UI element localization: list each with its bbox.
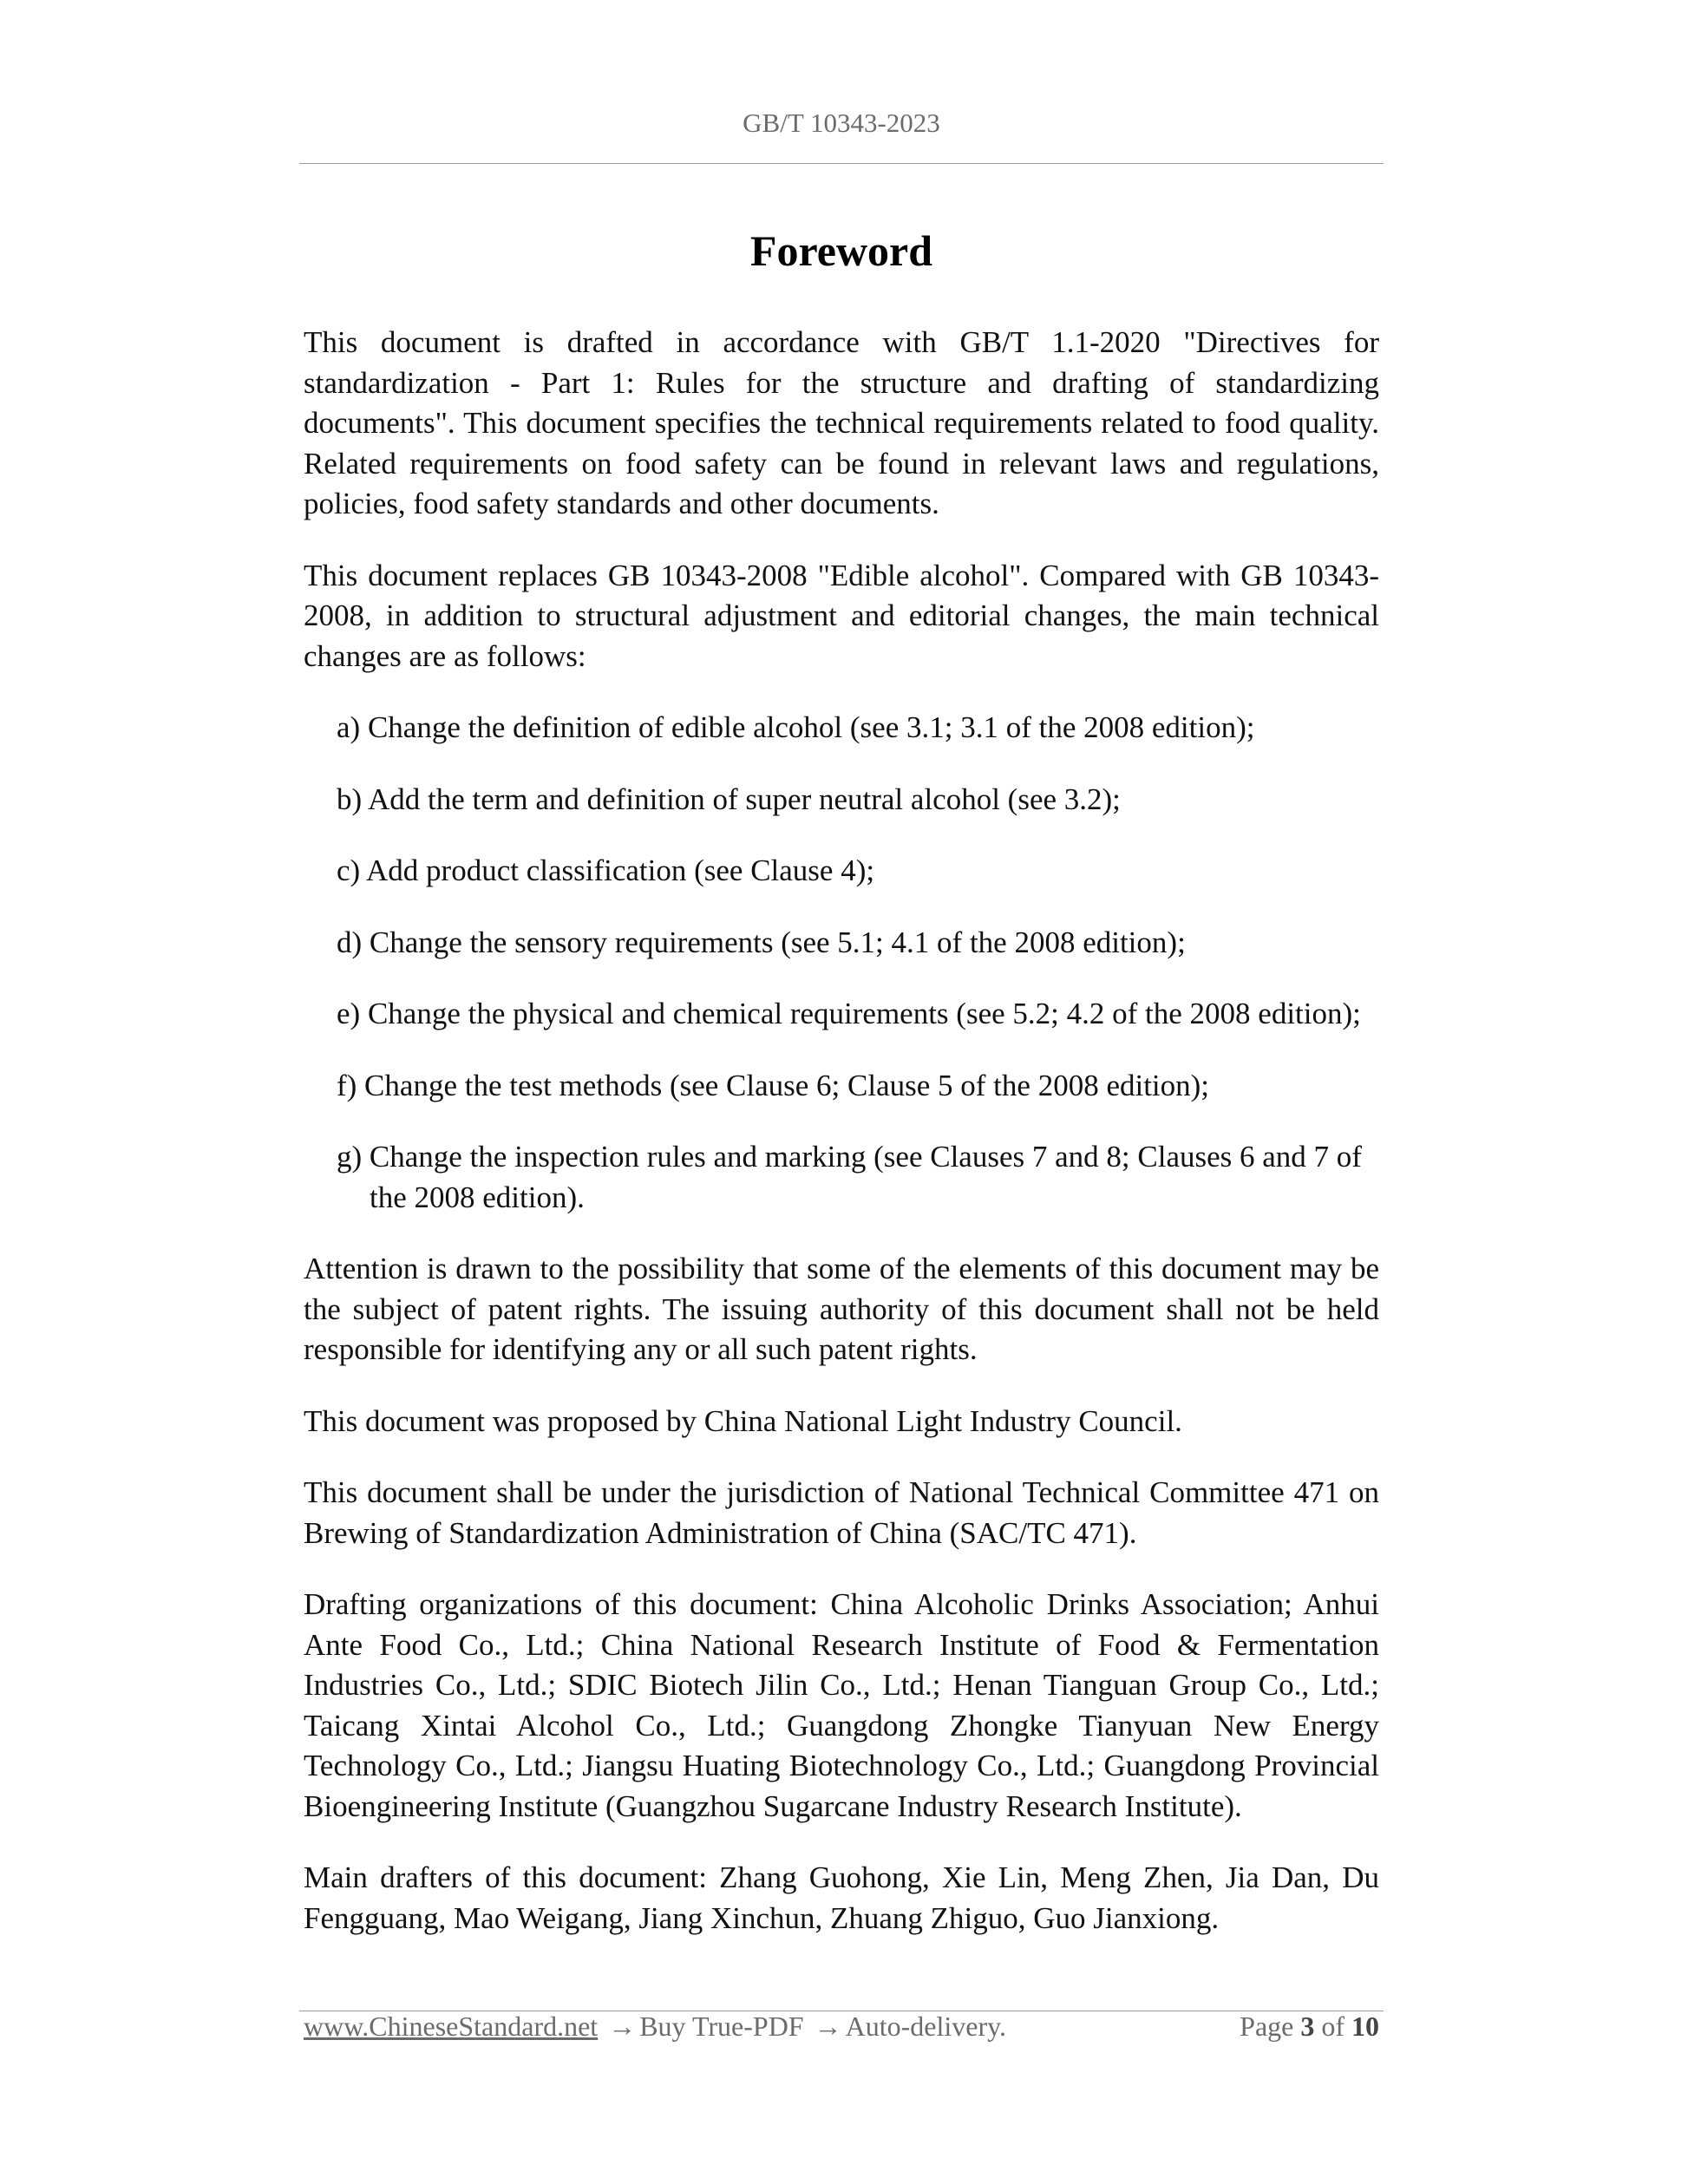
document-body [304,323,1379,1970]
page-title: Foreword [749,226,933,275]
page-number [1240,2011,1379,2043]
of-label: of [1321,2011,1345,2042]
arrow-right-icon: → [814,2011,842,2042]
changes-list [304,708,1379,1218]
page-footer [304,2011,1379,2054]
delivery-text: Auto-delivery. [845,2011,1007,2042]
buy-text: Buy True-PDF [639,2011,804,2042]
header-divider [299,163,1384,164]
footer-promo [304,2011,1006,2043]
list-item: b) Add the term and definition of super neutral alcohol (see 3.2); [337,781,1121,816]
paragraph-main-drafters: Main drafters of this document: Zhang Guohong, Xie Lin, Meng Zhen, Jia Dan, Du Fengguang, Mao Weigang, Jiang Xinchun, Zhuang Zhiguo, Guo Jianxiong. [304,1860,1379,1935]
paragraph-drafting-organizations: Drafting organizations of this document: China Alcoholic Drinks Association; Anhui Ante Food Co., Ltd.; China National Research Institute of Food & Fermentation Industries Co., Ltd.; SDIC Biotech Jilin Co., Ltd.; Henan Tianguan Group Co., Ltd.; Taicang Xintai Alcohol Co., Ltd.; Guangdong Zhongke Tianyuan New Energy Technology Co., Ltd.; Jiangsu Huating Biotechnology Co., Ltd.; Guangdong Provincial Bioengineering Institute (Guangzhou Sugarcane Industry Research Institute). [304,1587,1379,1823]
arrow-right-icon: → [608,2011,637,2042]
page-header-doc-code: GB/T 10343-2023 [743,108,940,138]
page-total: 10 [1351,2011,1379,2042]
list-item: e) Change the physical and chemical requirements (see 5.2; 4.2 of the 2008 edition); [337,997,1361,1030]
page-current: 3 [1300,2011,1315,2042]
paragraph-replacement: This document replaces GB 10343-2008 "Edible alcohol". Compared with GB 10343-2008, in addition to structural adjustment and editorial changes, the main technical changes are as follows: [304,558,1379,673]
list-item: f) Change the test methods (see Clause 6; Clause 5 of the 2008 edition); [337,1068,1210,1102]
list-item: c) Add product classification (see Clause 4); [337,853,875,887]
page-label: Page [1240,2011,1294,2042]
site-link[interactable]: www.ChineseStandard.net [304,2011,599,2042]
paragraph-jurisdiction: This document shall be under the jurisdiction of National Technical Committee 471 on Brewing of Standardization Administration of China (SAC/TC 471). [304,1475,1379,1550]
list-item: a) Change the definition of edible alcohol (see 3.1; 3.1 of the 2008 edition); [337,710,1255,744]
paragraph-proposer: This document was proposed by China National Light Industry Council. [304,1403,1182,1438]
paragraph-patent-notice: Attention is drawn to the possibility that some of the elements of this document may be the subject of patent rights. The issuing authority of this document shall not be held responsible for identifying any or all such patent rights. [304,1252,1379,1366]
paragraph-drafting-rules: This document is drafted in accordance with GB/T 1.1-2020 "Directives for standardization - Part 1: Rules for the structure and drafting of standardizing documents". This document specifies the technical requirements related to food quality. Related requirements on food safety can be found in relevant laws and regulations, policies, food safety standards and other documents. [304,325,1379,520]
list-item: d) Change the sensory requirements (see 5.1; 4.1 of the 2008 edition); [337,925,1186,959]
list-item: g) Change the inspection rules and marking (see Clauses 7 and 8; Clauses 6 and 7 of the 2008 edition). [337,1140,1362,1214]
